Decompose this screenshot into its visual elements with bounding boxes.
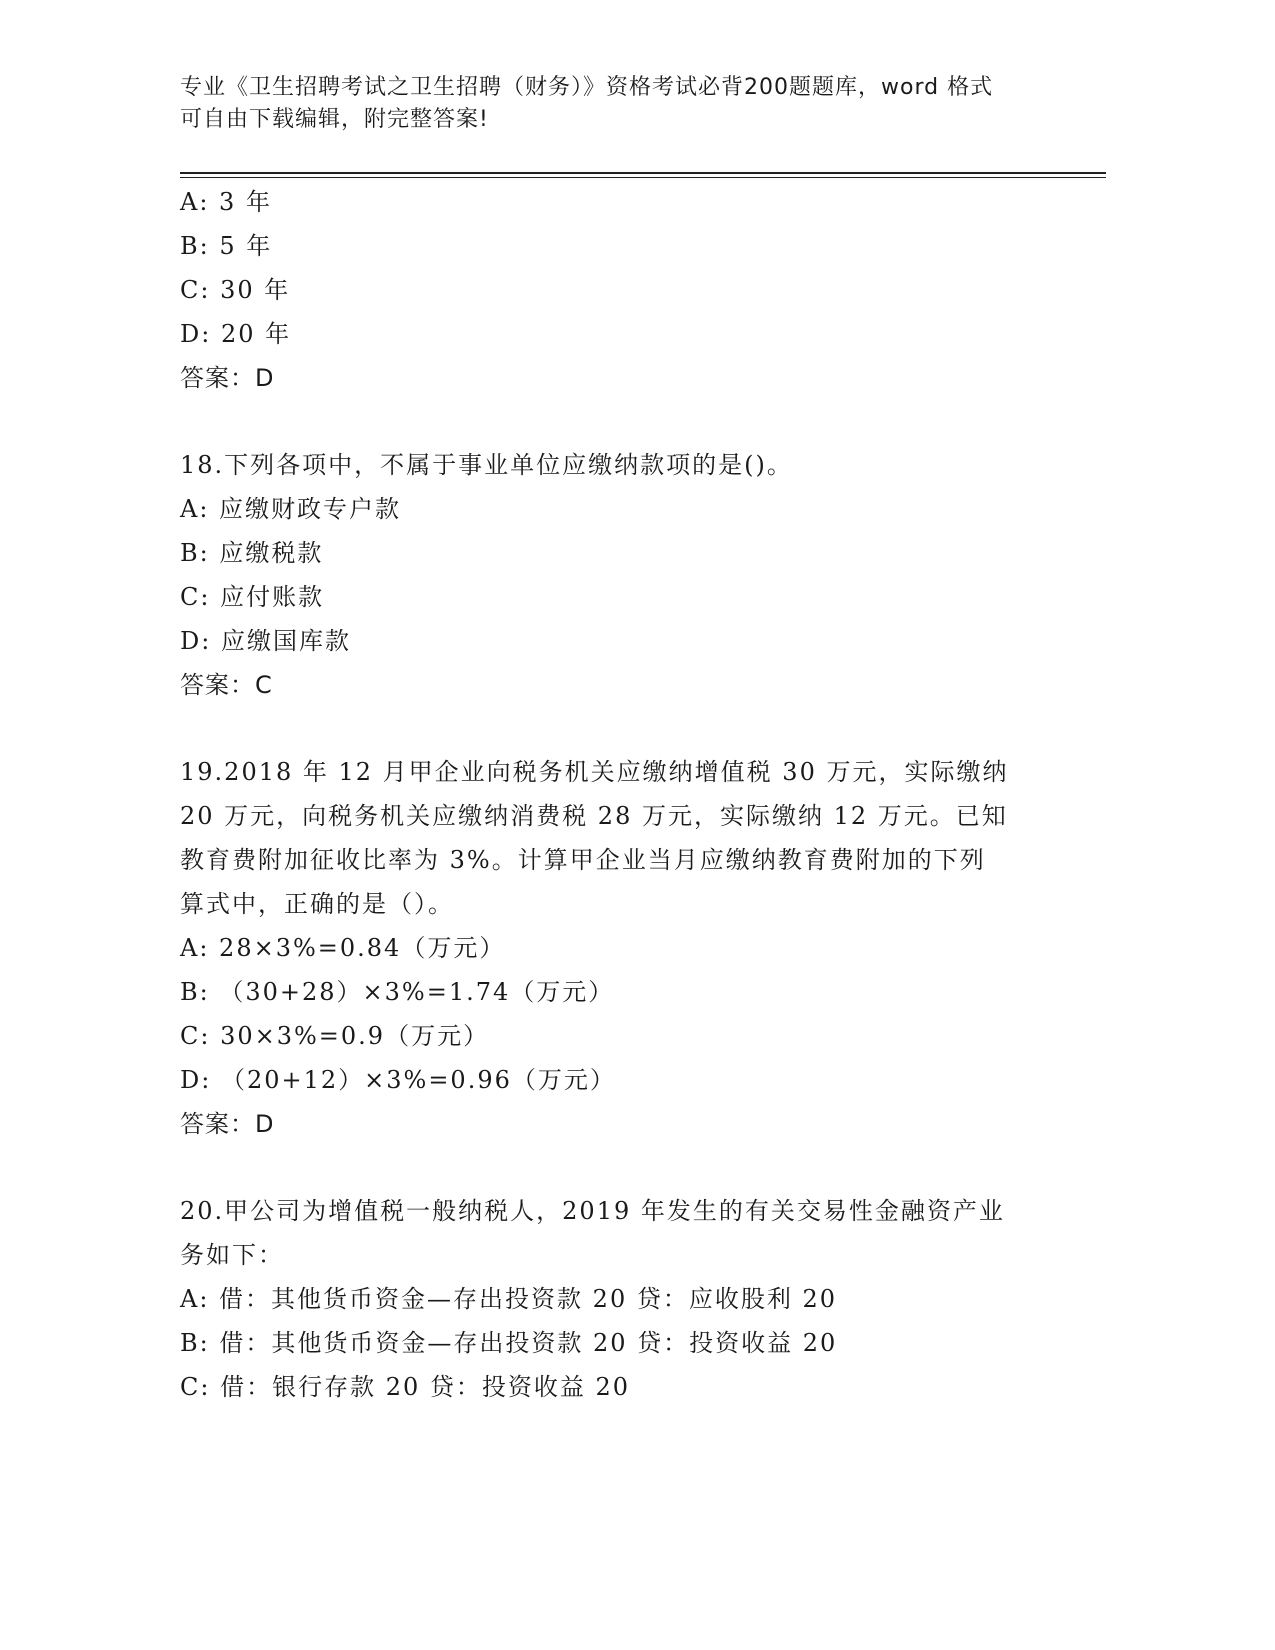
answer-text: 答案：D [180, 1110, 275, 1138]
option-b: B: 借：其他货币资金—存出投资款 20 贷：投资收益 20 [180, 1329, 838, 1357]
option-c: C: 30 年 [180, 276, 291, 304]
question-stem-line-1: 19.2018 年 12 月甲企业向税务机关应缴纳增值税 30 万元，实际缴纳 [180, 758, 1009, 786]
header-divider-thin [180, 177, 1106, 178]
option-c: C: 30×3%=0.9（万元） [180, 1022, 490, 1050]
option-c: C: 借：银行存款 20 贷：投资收益 20 [180, 1373, 631, 1401]
question-stem-line-4: 算式中，正确的是（）。 [180, 890, 454, 918]
question-stem-line-3: 教育费附加征收比率为 3%。计算甲企业当月应缴纳教育费附加的下列 [180, 846, 986, 874]
answer-text: 答案：D [180, 364, 275, 392]
question-18 [180, 443, 1080, 707]
option-b: B: 应缴税款 [180, 539, 324, 567]
option-b: B: 5 年 [180, 232, 273, 260]
question-stem-line-1: 20.甲公司为增值税一般纳税人，2019 年发生的有关交易性金融资产业 [180, 1197, 1005, 1225]
header-title-line-2: 可自由下载编辑，附完整答案! [180, 107, 489, 132]
document-header [180, 72, 1080, 136]
header-divider [180, 172, 1106, 174]
option-a: A: 借：其他货币资金—存出投资款 20 贷：应收股利 20 [180, 1285, 838, 1313]
question-20 [180, 1189, 1080, 1409]
question-stem-line-2: 20 万元，向税务机关应缴纳消费税 28 万元，实际缴纳 12 万元。已知 [180, 802, 1008, 830]
option-d: D: 应缴国库款 [180, 627, 351, 655]
option-c: C: 应付账款 [180, 583, 325, 611]
question-stem: 18.下列各项中，不属于事业单位应缴纳款项的是()。 [180, 451, 793, 479]
header-title-line-1: 专业《卫生招聘考试之卫生招聘（财务）》资格考试必背200题题库，word 格式 [180, 75, 994, 100]
option-d: D: 20 年 [180, 320, 292, 348]
option-a: A: 应缴财政专户款 [180, 495, 402, 523]
option-a: A: 3 年 [180, 188, 272, 216]
question-19 [180, 750, 1080, 1146]
answer-text: 答案：C [180, 671, 273, 699]
option-b: B: （30+28）×3%=1.74（万元） [180, 978, 615, 1006]
question-list [180, 180, 1080, 1409]
option-d: D: （20+12）×3%=0.96（万元） [180, 1066, 616, 1094]
question-17 [180, 180, 1080, 400]
question-stem-line-2: 务如下： [180, 1241, 284, 1269]
option-a: A: 28×3%=0.84（万元） [180, 934, 506, 962]
